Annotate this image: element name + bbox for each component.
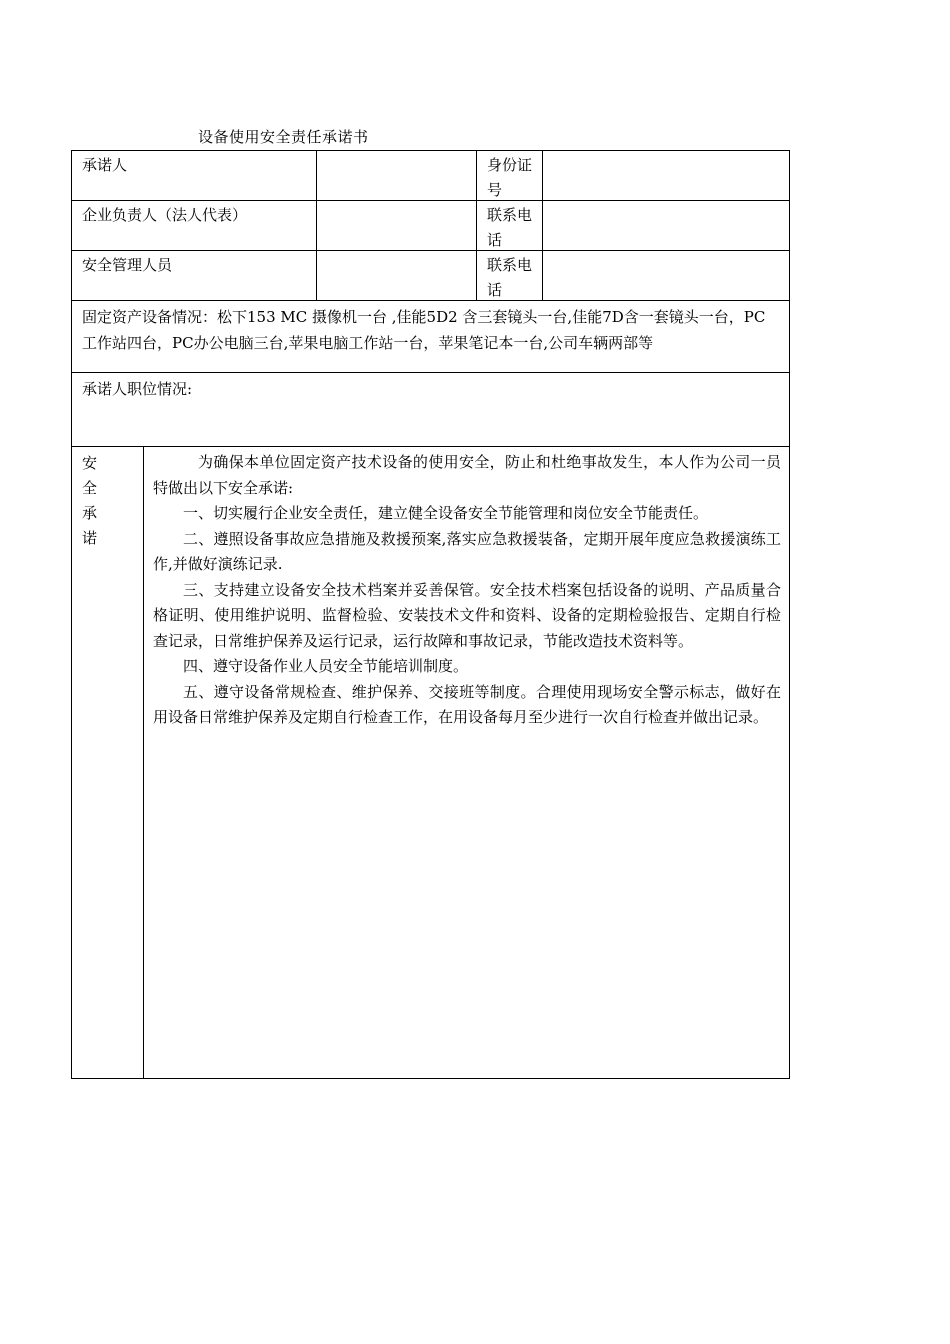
safety-manager-value xyxy=(317,251,476,253)
commitment-intro: 为确保本单位固定资产技术设备的使用安全，防止和杜绝事故发生，本人作为公司一员特做出以下安全承诺: xyxy=(153,453,781,497)
side-char-3: 承 xyxy=(82,504,98,522)
phone-value xyxy=(543,201,789,203)
safety-manager-label-cell xyxy=(72,251,317,301)
manager-phone-label-cell xyxy=(477,251,543,301)
side-char-4: 诺 xyxy=(82,529,98,547)
side-char-1: 安 xyxy=(82,454,98,472)
fixed-assets-cell xyxy=(72,301,789,373)
promisor-label: 承诺人 xyxy=(82,156,128,174)
legal-rep-value xyxy=(317,201,476,203)
commitment-item-4: 四、遵守设备作业人员安全节能培训制度。 xyxy=(183,657,469,675)
commitment-item-5: 五、遵守设备常规检查、维护保养、交接班等制度。合理使用现场安全警示标志，做好在用设备日常维护保养及定期自行检查工作，在用设备每月至少进行一次自行检查并做出记录。 xyxy=(153,682,781,726)
phone-value-cell[interactable] xyxy=(543,201,789,251)
commitment-side-label xyxy=(72,447,144,1078)
commitment-form-table xyxy=(71,150,790,1079)
document-title: 设备使用安全责任承诺书 xyxy=(198,128,369,146)
promisor-label-cell xyxy=(72,151,317,201)
id-number-label-cell xyxy=(477,151,543,201)
safety-manager-label: 安全管理人员 xyxy=(82,256,173,274)
manager-phone-value-cell[interactable] xyxy=(543,251,789,301)
side-char-2: 全 xyxy=(82,479,98,497)
phone-label-cell xyxy=(477,201,543,251)
legal-rep-value-cell[interactable] xyxy=(317,201,477,251)
id-number-value xyxy=(543,151,789,153)
manager-phone-label: 联系电话 xyxy=(487,256,533,299)
commitment-item-3: 三、支持建立设备安全技术档案并妥善保管。安全技术档案包括设备的说明、产品质量合格证明、使用维护说明、监督检验、安装技术文件和资料、设备的定期检验报告、定期自行检查记录，日常维护保养及运行记录，运行故障和事故记录，节能改造技术资料等。 xyxy=(153,580,781,650)
fixed-assets-text: 固定资产设备情况：松下153 MC 摄像机一台 ,佳能5D2 含三套镜头一台,佳能7D含一套镜头一台，PC 工作站四台，PC办公电脑三台,苹果电脑工作站一台，苹果笔记本一台,公司车辆两部等 xyxy=(82,308,766,352)
phone-label: 联系电话 xyxy=(487,206,533,249)
commitment-body xyxy=(144,447,789,1078)
position-label: 承诺人职位情况: xyxy=(82,380,193,398)
promisor-value-cell[interactable] xyxy=(317,151,477,201)
legal-rep-label-cell xyxy=(72,201,317,251)
id-number-value-cell[interactable] xyxy=(543,151,789,201)
promisor-value xyxy=(317,151,476,153)
position-cell[interactable] xyxy=(72,373,789,447)
commitment-item-2: 二、遵照设备事故应急措施及救援预案,落实应急救援装备，定期开展年度应急救援演练工作,并做好演练记录. xyxy=(153,529,781,573)
safety-manager-value-cell[interactable] xyxy=(317,251,477,301)
commitment-item-1: 一、切实履行企业安全责任，建立健全设备安全节能管理和岗位安全节能责任。 xyxy=(183,504,709,522)
id-number-label: 身份证号 xyxy=(487,156,533,199)
legal-rep-label: 企业负责人（法人代表） xyxy=(82,206,248,224)
manager-phone-value xyxy=(543,251,789,253)
